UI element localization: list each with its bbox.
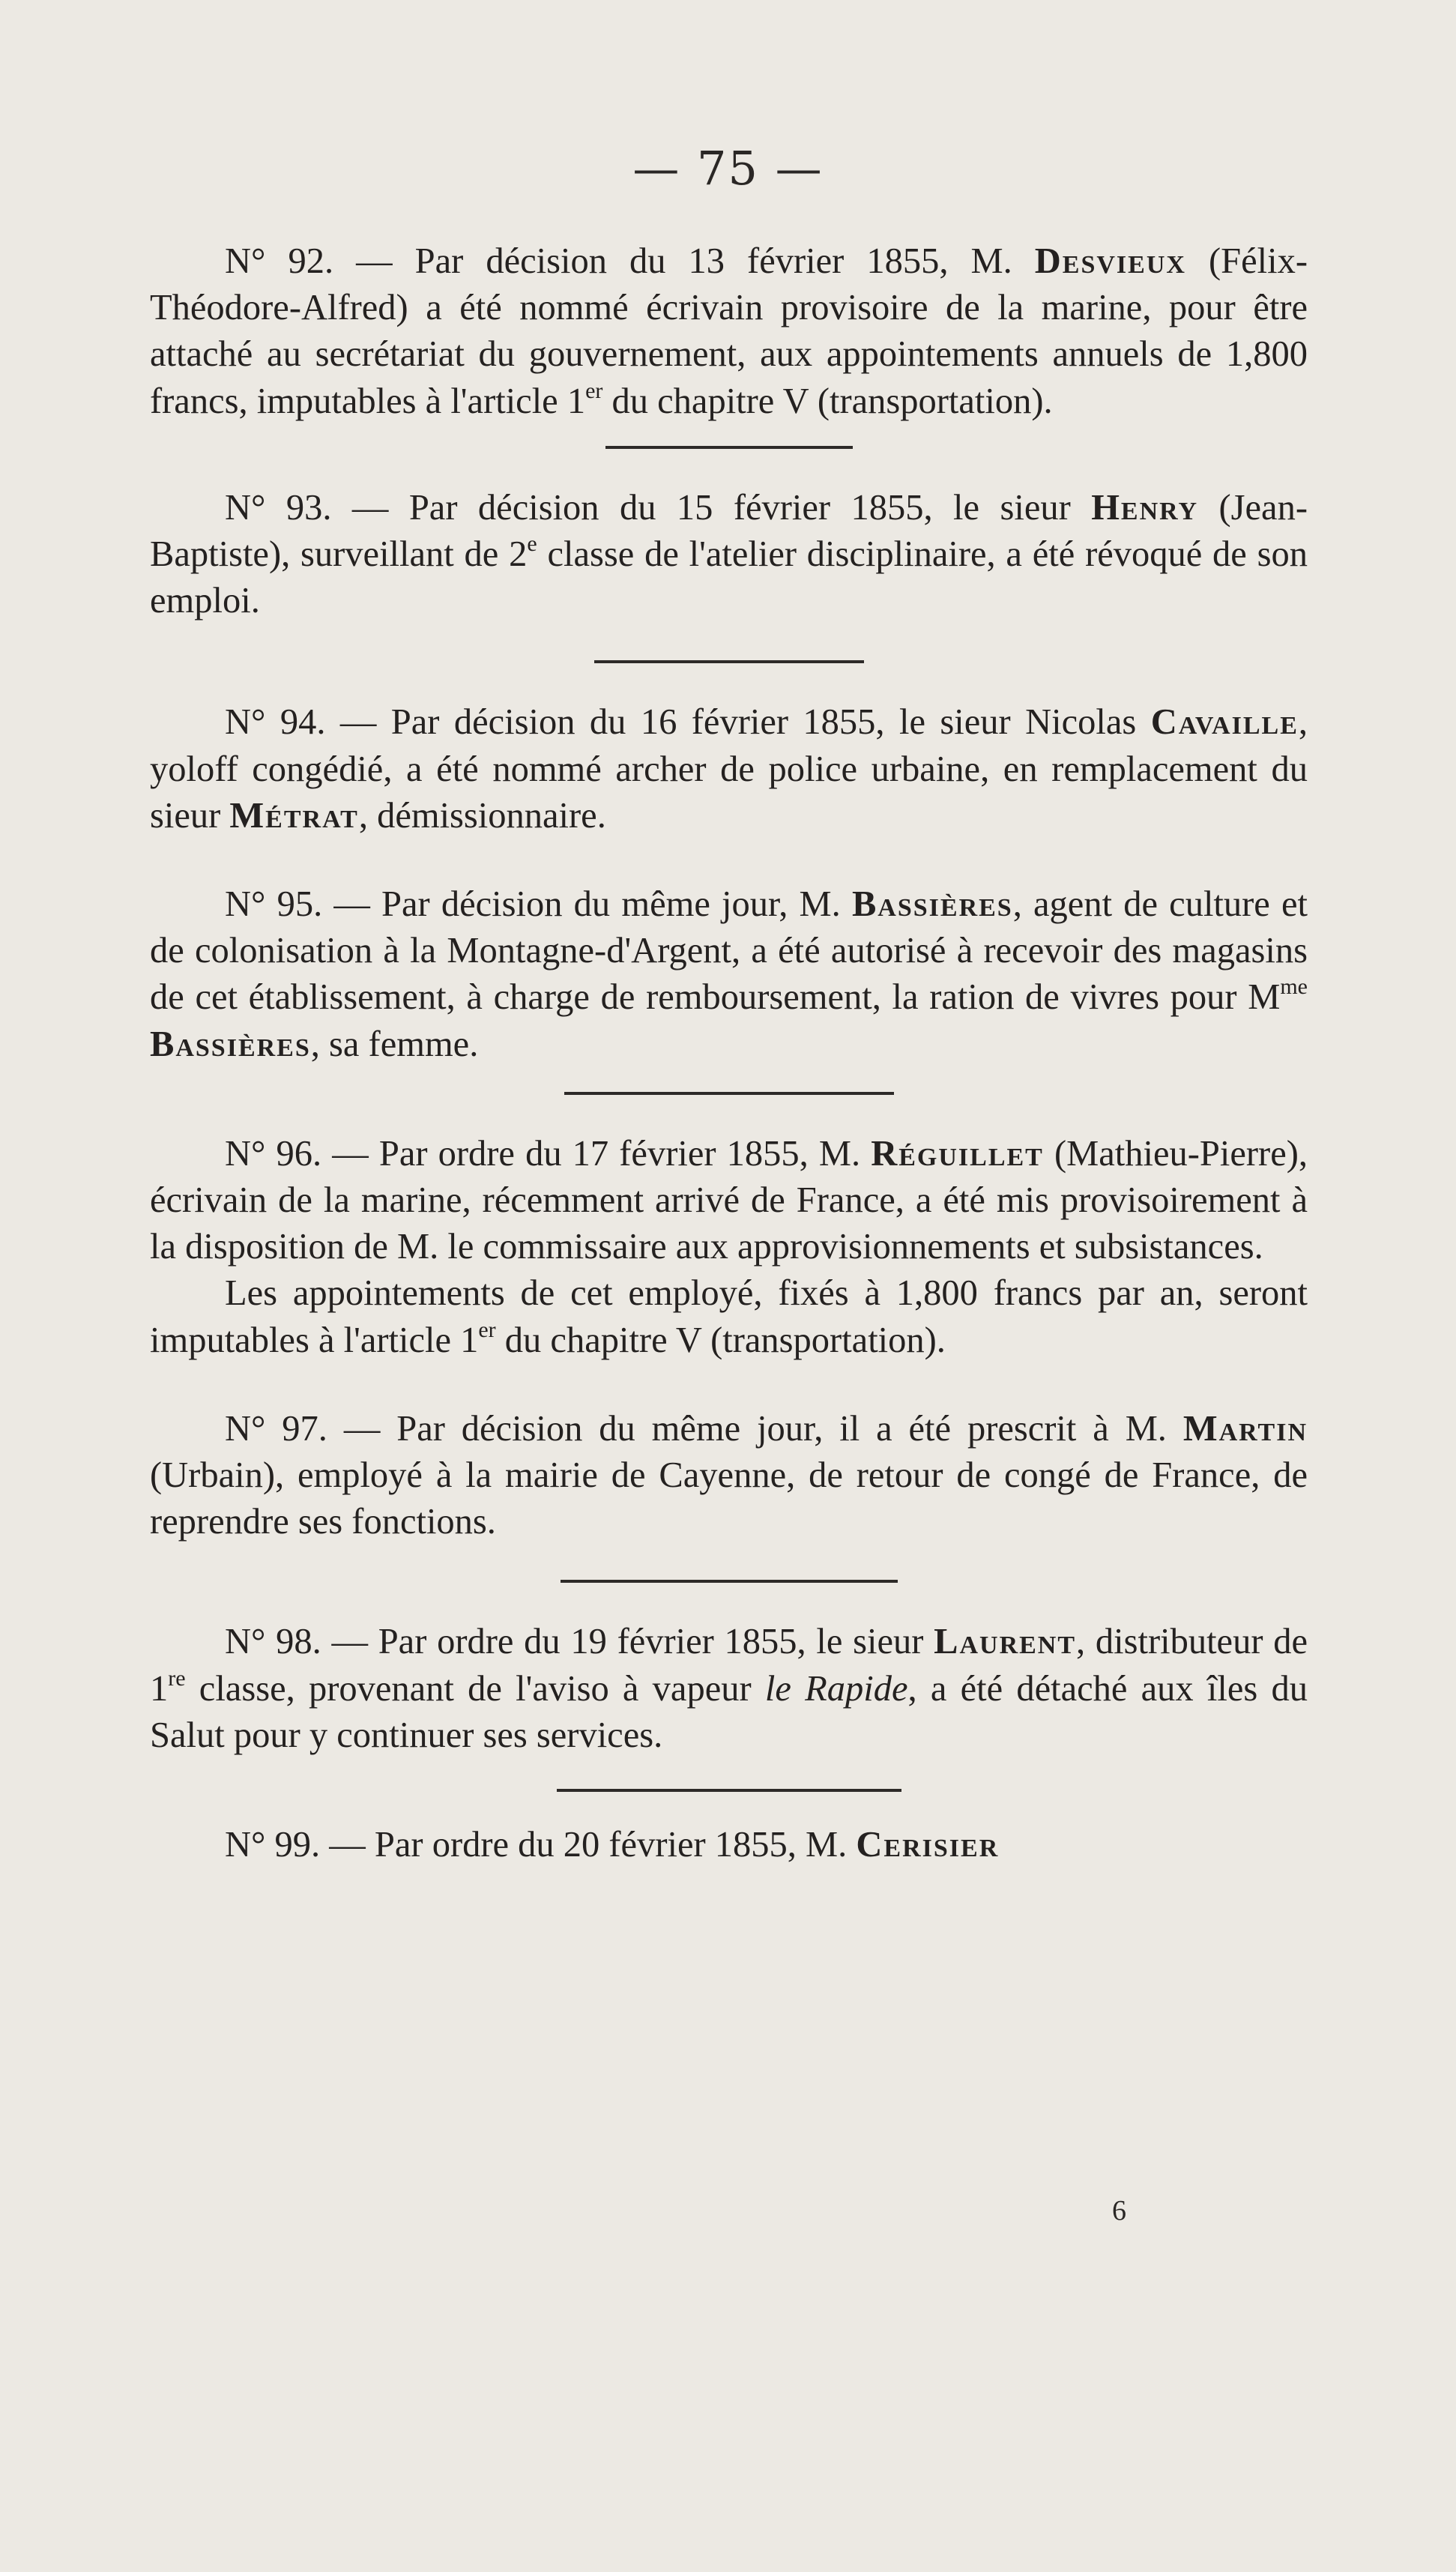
separator-rule [605, 446, 853, 449]
superscript: me [1280, 974, 1308, 1000]
superscript: er [478, 1317, 496, 1342]
person-name: Réguillet [871, 1133, 1044, 1174]
entry-paragraph: N° 93. — Par décision du 15 février 1855, le sieur Henry (Jean-Baptiste), surveillant de 2e classe de l'atelier disciplinaire, a été révoqué de son emploi. [150, 487, 1308, 621]
entry-paragraph: N° 96. — Par ordre du 17 février 1855, M. Réguillet (Mathieu-Pierre), écrivain de la marine, récemment arrivé de France, a été mis provisoirement à la disposition de M. le commissaire aux approvisionnements et subsistances. [150, 1133, 1308, 1267]
spacer [150, 1364, 1308, 1385]
entry-paragraph: Les appointements de cet employé, fixés à 1,800 francs par an, seront imputables à l'article 1er du chapitre V (transportation). [150, 1273, 1308, 1360]
entry-paragraph: N° 92. — Par décision du 13 février 1855, M. Desvieux (Félix-Théodore-Alfred) a été nommé écrivain provisoire de la marine, pour être attaché au secrétariat du gouvernement, aux appointements annuels de 1,800 francs, imputables à l'article 1er du chapitre V (transportation). [150, 241, 1308, 421]
separator-rule [557, 1789, 901, 1792]
entry-paragraph: N° 97. — Par décision du même jour, il a été prescrit à M. Martin (Urbain), employé à la mairie de Cayenne, de retour de congé de France, de reprendre ses fonctions. [150, 1408, 1308, 1542]
person-name: Desvieux [1034, 241, 1186, 281]
person-name: Laurent [934, 1622, 1077, 1662]
separator-rule [594, 660, 864, 663]
entry-95 [150, 881, 1308, 1068]
entry-paragraph: N° 99. — Par ordre du 20 février 1855, M. Cerisier [225, 1825, 1000, 1865]
spacer [150, 839, 1308, 860]
entry-94 [150, 699, 1308, 839]
entry-paragraph: N° 95. — Par décision du même jour, M. Bassières, agent de culture et de colonisation à la Montagne-d'Argent, a été autorisé à recevoir des magasins de cet établissement, à charge de remboursement, la ration de vivres pour $M^{me}$ Bassières, sa femme. [150, 884, 1308, 1064]
person-name: Cerisier [856, 1825, 1000, 1865]
entry-96 [150, 1131, 1308, 1364]
person-name: Martin [1182, 1408, 1308, 1449]
person-name: Métrat [229, 795, 359, 836]
person-name: Cavaille [1150, 702, 1299, 743]
entry-97 [150, 1406, 1308, 1546]
text-column [150, 238, 1308, 1868]
spacer [150, 1385, 1308, 1406]
person-name: Henry [1091, 487, 1199, 528]
superscript: er [585, 378, 603, 403]
entry-93 [150, 485, 1308, 625]
person-name: Bassières [851, 884, 1013, 925]
entry-98 [150, 1619, 1308, 1759]
superscript: e [527, 531, 537, 557]
ship-name: le Rapide [764, 1668, 908, 1709]
entry-99 [150, 1822, 1308, 1868]
entry-paragraph: N° 98. — Par ordre du 19 février 1855, le sieur Laurent, distributeur de 1re classe, provenant de l'aviso à vapeur le Rapide, a été détaché aux îles du Salut pour y continuer ses services. [150, 1622, 1308, 1755]
separator-rule [561, 1580, 898, 1583]
signature-mark: 6 [1112, 2195, 1126, 2227]
entry-paragraph: N° 94. — Par décision du 16 février 1855, le sieur Nicolas Cavaille, yoloff congédié, a été nommé archer de police urbaine, en remplacement du sieur Métrat, démissionnaire. [150, 702, 1308, 836]
entry-92 [150, 238, 1308, 425]
page-number: — 75 — [632, 141, 824, 196]
person-name: Bassières [150, 1024, 311, 1064]
separator-rule [564, 1092, 894, 1095]
superscript: re [168, 1665, 186, 1691]
spacer [150, 860, 1308, 881]
